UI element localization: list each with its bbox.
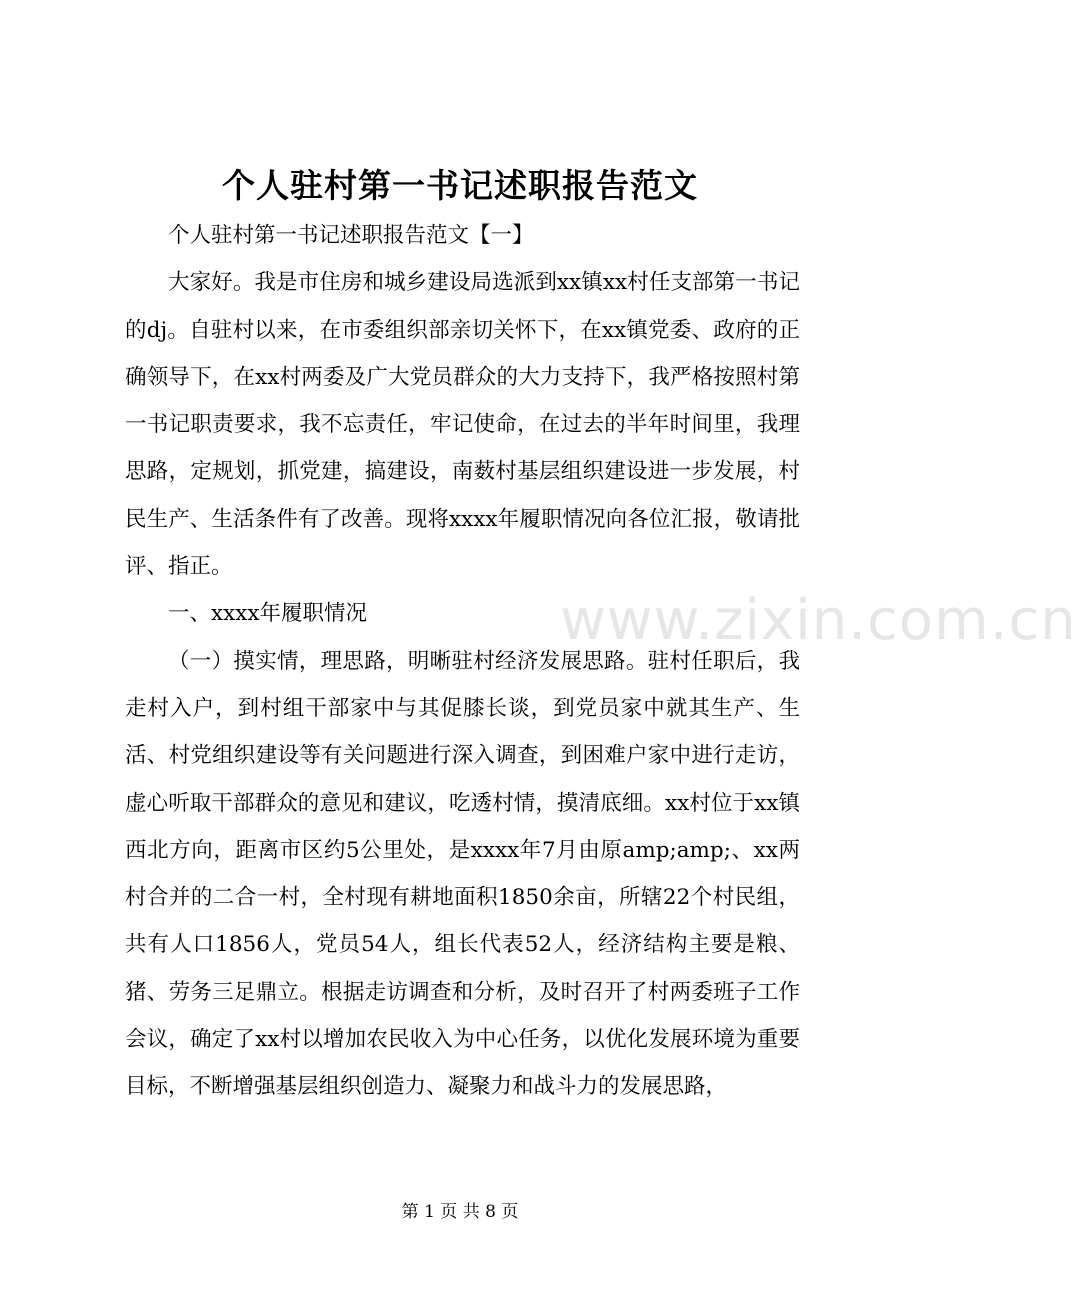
- section-subheading: 一、xxxx年履职情况: [168, 601, 368, 627]
- section-heading: 个人驻村第一书记述职报告范文【一】: [168, 223, 534, 248]
- page-footer: 第 1 页 共 8 页: [401, 1202, 519, 1222]
- paragraph-intro: 大家好。我是市住房和城乡建设局选派到xx镇xx村任支部第一书记的dj。自驻村以来，在市委组织部亲切关怀下，在xx镇党委、政府的正确领导下，在xx村两委及广大党员群众的大力支持下，我严格按照村第一书记职责要求，我不忘责任，牢记使命，在过去的半年时间里，我理思路，定规划，抓党建，搞建设，南薮村基层组织建设进一步发展，村民生产、生活条件有了改善。现将xxxx年履职情况向各位汇报，敬请批评、指正。: [125, 270, 800, 580]
- document-title: 个人驻村第一书记述职报告范文: [222, 166, 698, 205]
- document-body: [125, 212, 800, 1111]
- watermark: www.zixin.com.cn: [560, 588, 1077, 653]
- paragraph-detail: （一）摸实情，理思路，明晰驻村经济发展思路。驻村任职后，我走村入户，到村组干部家中与其促膝长谈，到党员家中就其生产、生活、村党组织建设等有关问题进行深入调查，到困难户家中进行走访，虚心听取干部群众的意见和建议，吃透村情，摸清底细。xx村位于xx镇西北方向，距离市区约5公里处，是xxxx年7月由原amp;amp;、xx两村合并的二合一村，全村现有耕地面积1850余亩，所辖22个村民组，共有人口1856人，党员54人，组长代表52人，经济结构主要是粮、猪、劳务三足鼎立。根据走访调查和分析，及时召开了村两委班子工作会议，确定了xx村以增加农民收入为中心任务，以优化发展环境为重要目标，不断增强基层组织创造力、凝聚力和战斗力的发展思路，: [125, 648, 800, 1100]
